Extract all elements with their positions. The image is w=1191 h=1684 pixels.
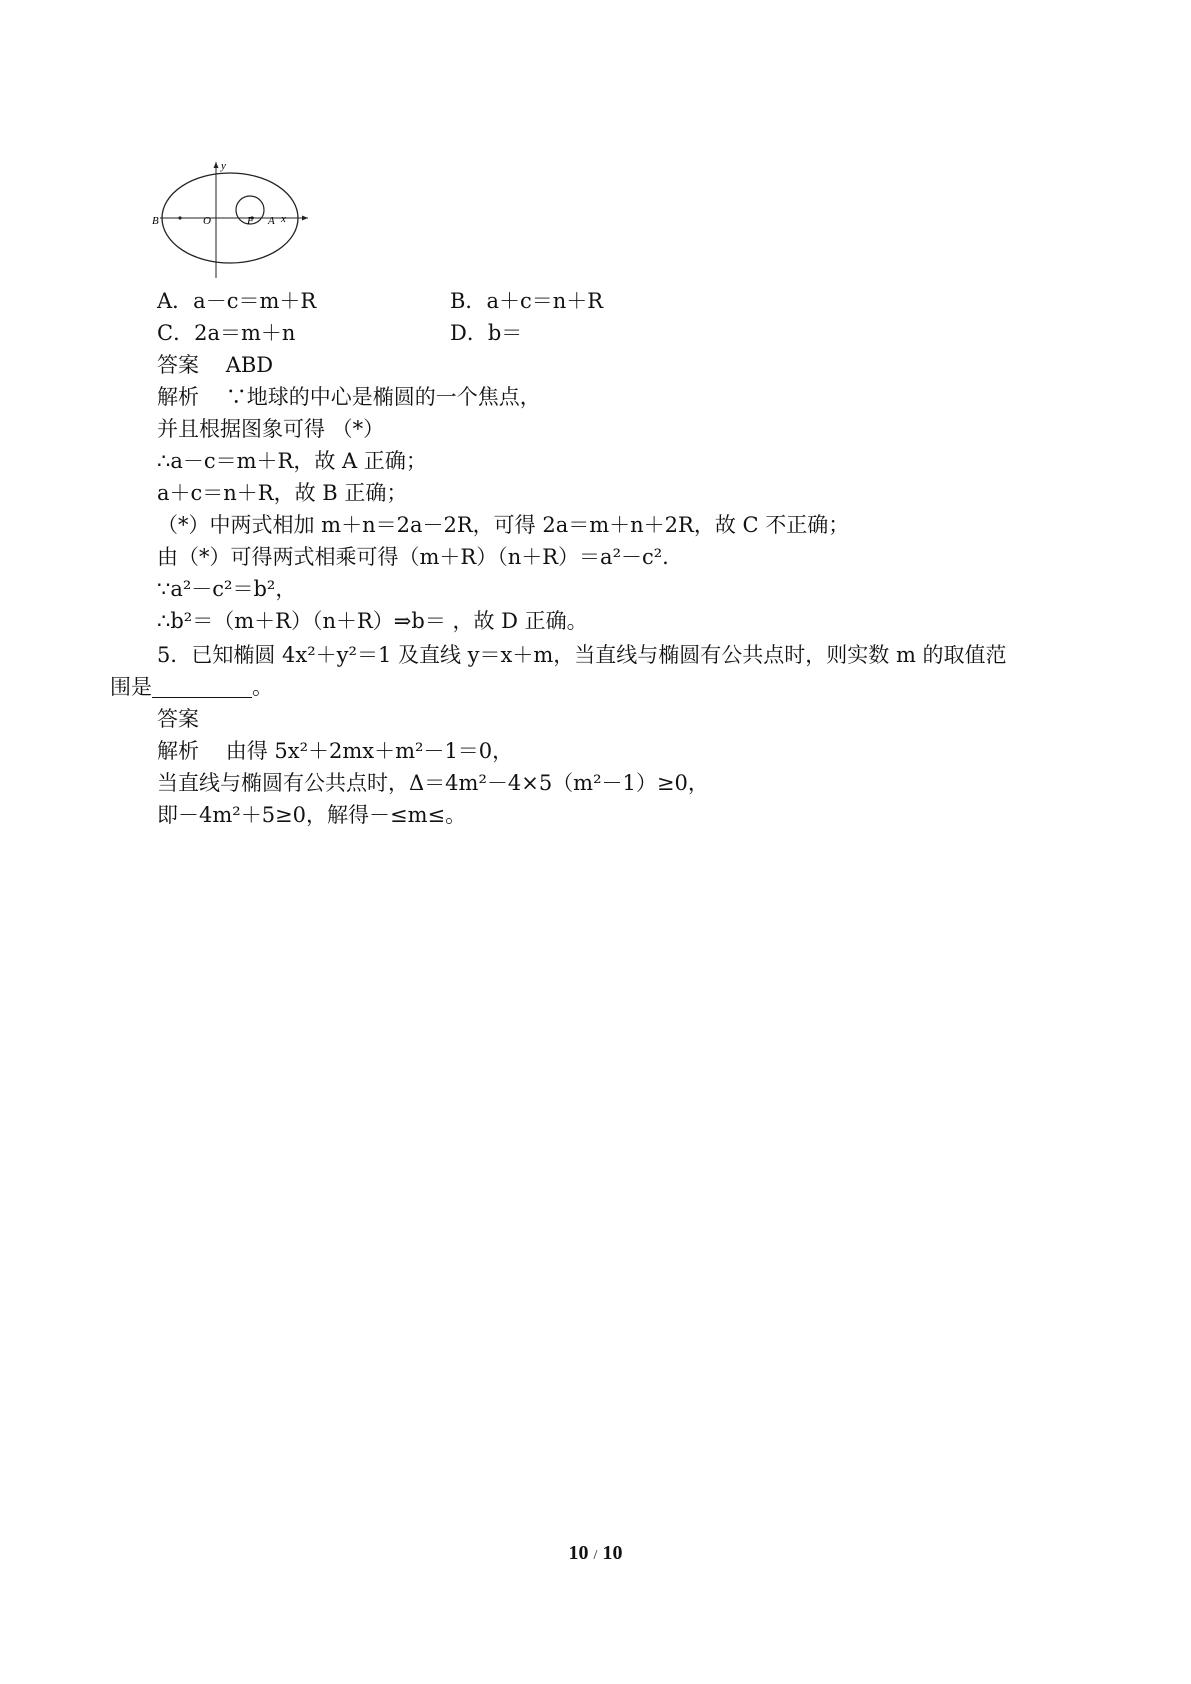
option-d: D．b＝ [450, 321, 523, 345]
label-b: B [152, 215, 159, 227]
q4-answer: 答案 ABD [157, 353, 274, 377]
q4-analysis-line-4: a＋c＝n＋R，故 B 正确； [157, 481, 408, 505]
q4-analysis-line-5: （*）中两式相加 m＋n＝2a－2R，可得 2a＝m＋n＋2R，故 C 不正确； [157, 513, 850, 537]
option-c: C．2a＝m＋n [157, 321, 296, 345]
q5-analysis-line-1: 解析 由得 5x²＋2mx＋m²－1＝0， [157, 739, 514, 763]
q4-analysis-line-6: 由（*）可得两式相乘可得（m＋R）（n＋R）＝a²－c². [157, 545, 669, 569]
q5-stem-line-2: 围是 。 [110, 675, 273, 699]
q4-analysis-line-1: 解析 ∵地球的中心是椭圆的一个焦点， [157, 385, 541, 409]
q4-analysis-line-8: ∴b²＝（m＋R）（n＋R）⇒b＝ ，故 D 正确。 [157, 609, 588, 633]
focus-point-left [178, 216, 181, 219]
q5-answer: 答案 [157, 707, 199, 731]
label-x: x [281, 213, 286, 225]
page-number: 10 / 10 [568, 1542, 623, 1564]
q4-analysis-line-7: ∵a²－c²＝b²， [157, 577, 297, 601]
label-f: F [247, 215, 254, 227]
answer-blank [152, 677, 252, 698]
q5-analysis-line-3: 即－4m²＋5≥0，解得－≤m≤。 [157, 803, 467, 827]
q4-analysis-line-3: ∴a－c＝m＋R，故 A 正确； [157, 449, 427, 473]
q5-analysis-line-2: 当直线与椭圆有公共点时，Δ＝4m²－4×5（m²－1）≥0， [157, 771, 709, 795]
option-a: A．a－c＝m＋R [157, 289, 317, 313]
option-b: B．a＋c＝n＋R [450, 289, 604, 313]
label-a: A [268, 215, 275, 227]
q5-stem-line-1: 5．已知椭圆 4x²＋y²＝1 及直线 y＝x＋m，当直线与椭圆有公共点时，则实数 m 的取值范 [157, 643, 1007, 667]
x-axis-arrow [302, 216, 308, 221]
y-axis-arrow [214, 162, 219, 168]
ellipse-orbit-figure [152, 160, 315, 280]
q4-analysis-line-2: 并且根据图象可得 （*） [157, 417, 385, 441]
label-y: y [221, 160, 226, 172]
label-o: O [203, 215, 211, 227]
